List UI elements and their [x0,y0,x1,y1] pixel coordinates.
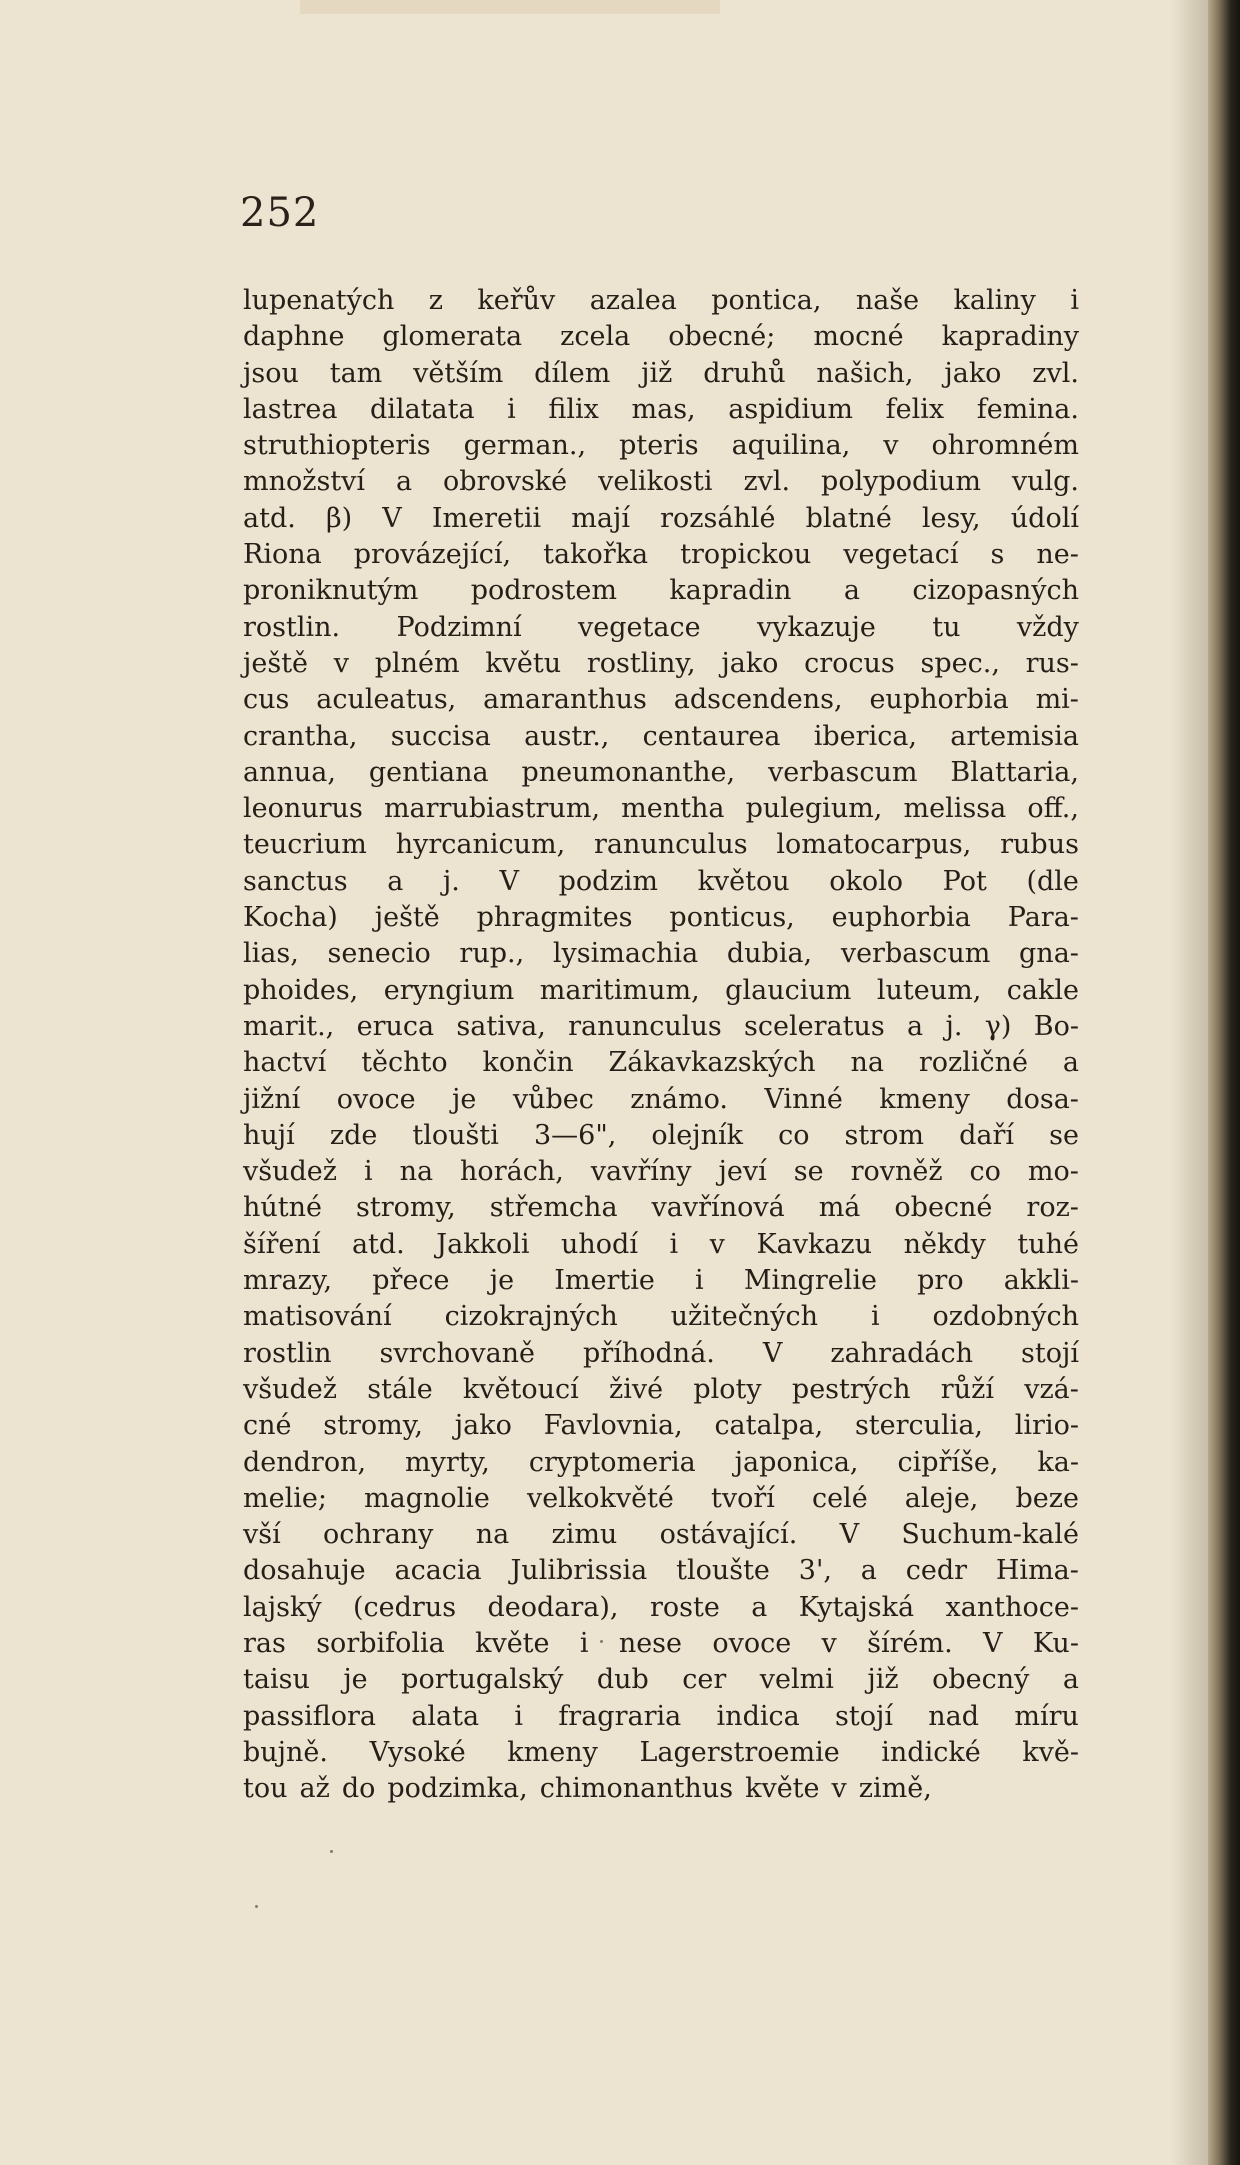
text-line: taisu je portugalský dub cer velmi již obecný a [243,1664,1079,1696]
text-line: ras sorbifolia květe i nese ovoce v šírém. V Ku- [243,1627,1079,1659]
text-line: rostlin. Podzimní vegetace vykazuje tu vždy [243,611,1079,643]
text-line: melie; magnolie velkokvěté tvoří celé aleje, beze [243,1482,1079,1514]
paper-speck [600,1640,603,1643]
text-line: proniknutým podrostem kapradin a cizopasných [243,575,1079,607]
text-line: cné stromy, jako Favlovnia, catalpa, sterculia, lirio- [243,1410,1079,1442]
text-line: teucrium hyrcanicum, ranunculus lomatocarpus, rubus [243,829,1079,861]
text-line: lias, senecio rup., lysimachia dubia, verbascum gna- [243,938,1079,970]
text-line: vší ochrany na zimu ostávající. V Suchum-kalé [243,1519,1079,1551]
text-line: jižní ovoce je vůbec známo. Vinné kmeny dosa- [243,1083,1079,1115]
text-line: sanctus a j. V podzim květou okolo Pot (dle [243,865,1079,897]
text-line: rostlin svrchovaně příhodná. V zahradách stojí [243,1337,1079,1369]
text-line: struthiopteris german., pteris aquilina, v ohromném [243,430,1079,462]
text-line: dosahuje acacia Julibrissia tloušte 3', a cedr Hima- [243,1555,1079,1587]
page-number: 252 [240,190,320,236]
text-line: množství a obrovské velikosti zvl. polypodium vulg. [243,466,1079,498]
text-line: cus aculeatus, amaranthus adscendens, euphorbia mi- [243,684,1079,716]
text-line: ještě v plném květu rostliny, jako crocus spec., rus- [243,647,1079,679]
text-line: annua, gentiana pneumonanthe, verbascum Blattaria, [243,756,1079,788]
text-line: mrazy, přece je Imertie i Mingrelie pro akkli- [243,1265,1079,1297]
text-line: tou až do podzimka, chimonanthus květe v zimě, [243,1773,932,1805]
text-line: šíření atd. Jakkoli uhodí i v Kavkazu někdy tuhé [243,1228,1079,1260]
book-spine [1208,0,1240,2165]
text-line: dendron, myrty, cryptomeria japonica, cipříše, ka- [243,1446,1079,1478]
text-line: Kocha) ještě phragmites ponticus, euphorbia Para- [243,902,1079,934]
text-line: passiflora alata i fragraria indica stojí nad míru [243,1700,1079,1732]
text-line: atd. β) V Imeretii mají rozsáhlé blatné lesy, údolí [243,502,1079,534]
text-line: lastrea dilatata i filix mas, aspidium felix femina. [243,393,1079,425]
text-line: leonurus marrubiastrum, mentha pulegium, melissa off., [243,793,1079,825]
paper-speck [330,1850,333,1853]
text-line: všudež stále květoucí živé ploty pestrých růží vzá- [243,1373,1079,1405]
text-line: matisování cizokrajných užitečných i ozdobných [243,1301,1079,1333]
body-text [243,283,1079,1807]
text-line: lupenatých z keřův azalea pontica, naše kaliny i [243,285,1079,316]
text-line: lajský (cedrus deodara), roste a Kytajská xanthoce- [243,1591,1079,1623]
page-edge-shadow [1170,0,1208,2165]
text-line: marit., eruca sativa, ranunculus sceleratus a j. γ) Bo- [243,1010,1079,1042]
text-line: hútné stromy, střemcha vavřínová má obecné roz- [243,1192,1079,1224]
text-line: crantha, succisa austr., centaurea iberica, artemisia [243,720,1079,752]
text-line: všudež i na horách, vavříny jeví se rovněž co mo- [243,1156,1079,1188]
paper-speck [255,1905,258,1908]
page-top-tear [300,0,720,14]
text-line: hují zde tloušti 3—6", olejník co strom daří se [243,1119,1079,1151]
text-line: phoides, eryngium maritimum, glaucium luteum, cakle [243,974,1079,1006]
text-line: bujně. Vysoké kmeny Lagerstroemie indické kvě- [243,1736,1079,1768]
text-line: Riona provázející, takořka tropickou vegetací s ne- [243,539,1079,571]
text-line: hactví těchto končin Zákavkazských na rozličné a [243,1047,1079,1079]
text-line: daphne glomerata zcela obecné; mocné kapradiny [243,321,1079,353]
text-line: jsou tam větším dílem již druhů našich, jako zvl. [243,357,1079,389]
